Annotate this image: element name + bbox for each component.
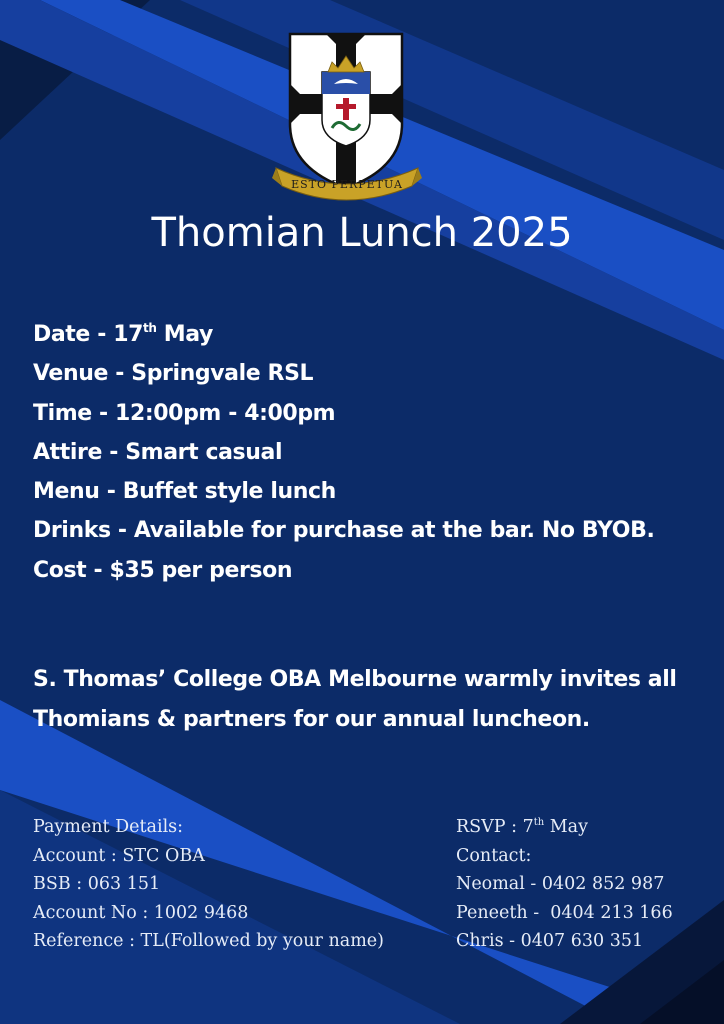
detail-label: Menu <box>33 479 100 505</box>
detail-label: Venue <box>33 361 108 387</box>
detail-time <box>33 394 654 433</box>
detail-separator: - <box>101 439 126 465</box>
detail-value: 17 <box>113 322 144 347</box>
detail-separator: - <box>99 479 123 505</box>
detail-separator: - <box>110 518 134 544</box>
ordinal-suffix: th <box>533 817 545 828</box>
invitation-text <box>33 660 713 740</box>
contact-chris: Chris - 0407 630 351 <box>456 931 644 951</box>
detail-value: $35 per person <box>109 557 293 583</box>
payment-account-number: Account No : 1002 9468 <box>33 902 249 923</box>
event-title: Thomian Lunch 2025 <box>151 210 573 256</box>
detail-separator: - <box>89 322 114 347</box>
event-details-list <box>33 315 654 590</box>
detail-value: May <box>156 322 213 347</box>
detail-attire <box>33 433 654 472</box>
invitation-line: S. Thomas’ College OBA Melbourne warmly invites all <box>33 667 677 692</box>
detail-menu <box>33 472 654 511</box>
invitation-line: Thomians & partners for our annual luncheon. <box>33 707 590 732</box>
detail-value: Available for purchase at the bar. No BYOB. <box>133 518 655 544</box>
detail-value: Smart casual <box>125 439 283 465</box>
detail-label: Drinks <box>33 518 111 544</box>
payment-reference: Reference : TL(Followed by your name) <box>33 931 384 951</box>
contact-neomal: Neomal - 0402 852 987 <box>456 874 665 894</box>
contact-heading: Contact: <box>456 845 532 866</box>
detail-separator: - <box>108 361 132 387</box>
detail-label: Time <box>33 400 92 426</box>
contact-peneeth: Peneeth - 0404 213 166 <box>456 902 673 923</box>
detail-cost <box>33 551 654 590</box>
rsvp-month: May <box>544 817 589 837</box>
payment-details <box>33 813 384 956</box>
detail-separator: - <box>91 400 116 426</box>
detail-date <box>33 315 654 354</box>
college-crest-logo <box>272 28 422 204</box>
detail-venue <box>33 354 654 393</box>
detail-label: Date <box>33 322 90 347</box>
detail-separator: - <box>86 557 110 583</box>
detail-label: Attire <box>33 439 102 465</box>
ordinal-suffix: th <box>143 321 157 335</box>
detail-value: 12:00pm - 4:00pm <box>115 400 336 426</box>
detail-label: Cost <box>33 557 87 583</box>
detail-drinks <box>33 511 654 550</box>
crest-motto: ESTO PERPETUA <box>291 178 403 191</box>
detail-value: Buffet style lunch <box>122 479 336 505</box>
rsvp-label: RSVP : 7 <box>456 817 534 837</box>
rsvp-contacts <box>456 813 673 956</box>
payment-heading: Payment Details: <box>33 817 184 837</box>
payment-account: Account : STC OBA <box>33 845 205 866</box>
payment-bsb: BSB : 063 151 <box>33 874 161 894</box>
detail-value: Springvale RSL <box>131 361 314 387</box>
rsvp-date <box>456 813 673 842</box>
